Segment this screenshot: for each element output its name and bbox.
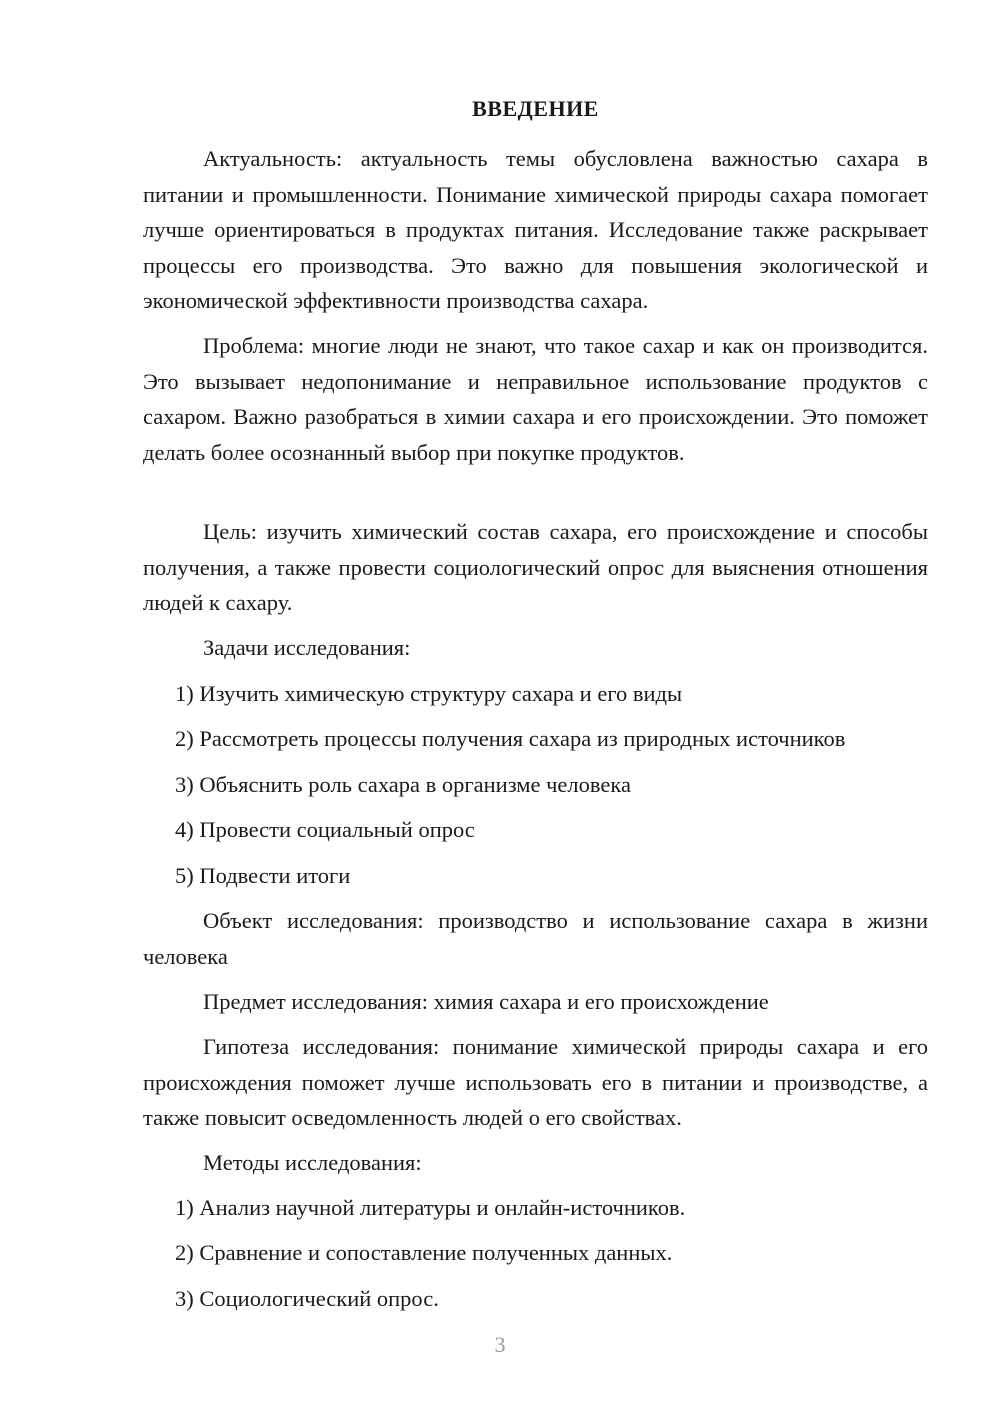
relevance-paragraph: Актуальность: актуальность темы обусловлена важностью сахара в питании и промышленности. Понимание химической природы сахара помогает лучше ориентироваться в продуктах питания. Исследование также раскрывает процессы его производства. Это важно для повышения экологической и экономической эффективности производства сахара.: [143, 146, 928, 313]
task-item: 4) Провести социальный опрос: [175, 817, 475, 842]
task-item: 1) Изучить химическую структуру сахара и его виды: [175, 681, 683, 706]
subject-paragraph: Предмет исследования: химия сахара и его происхождение: [203, 989, 769, 1014]
method-item: 1) Анализ научной литературы и онлайн-источников.: [175, 1195, 686, 1220]
problem-paragraph: Проблема: многие люди не знают, что такое сахар и как он производится. Это вызывает недопонимание и неправильное использование продуктов с сахаром. Важно разобраться в химии сахара и его происхождении. Это поможет делать более осознанный выбор при покупке продуктов.: [143, 333, 928, 465]
task-item: 2) Рассмотреть процессы получения сахара из природных источников: [175, 726, 846, 751]
goal-paragraph: Цель: изучить химический состав сахара, его происхождение и способы получения, а также провести социологический опрос для выяснения отношения людей к сахару.: [143, 519, 928, 615]
hypothesis-paragraph: Гипотеза исследования: понимание химической природы сахара и его происхождения поможет лучше использовать его в питании и производстве, а также повысит осведомленность людей о его свойствах.: [143, 1034, 928, 1130]
section-heading: ВВЕДЕНИЕ: [472, 96, 599, 121]
method-item: 3) Социологический опрос.: [175, 1286, 439, 1311]
object-paragraph: Объект исследования: производство и использование сахара в жизни человека: [143, 908, 928, 969]
methods-title: Методы исследования:: [203, 1150, 422, 1175]
method-item: 2) Сравнение и сопоставление полученных данных.: [175, 1240, 673, 1265]
page-number: 3: [494, 1332, 506, 1357]
task-item: 3) Объяснить роль сахара в организме человека: [175, 772, 631, 797]
tasks-title: Задачи исследования:: [203, 635, 411, 660]
task-item: 5) Подвести итоги: [175, 863, 351, 888]
